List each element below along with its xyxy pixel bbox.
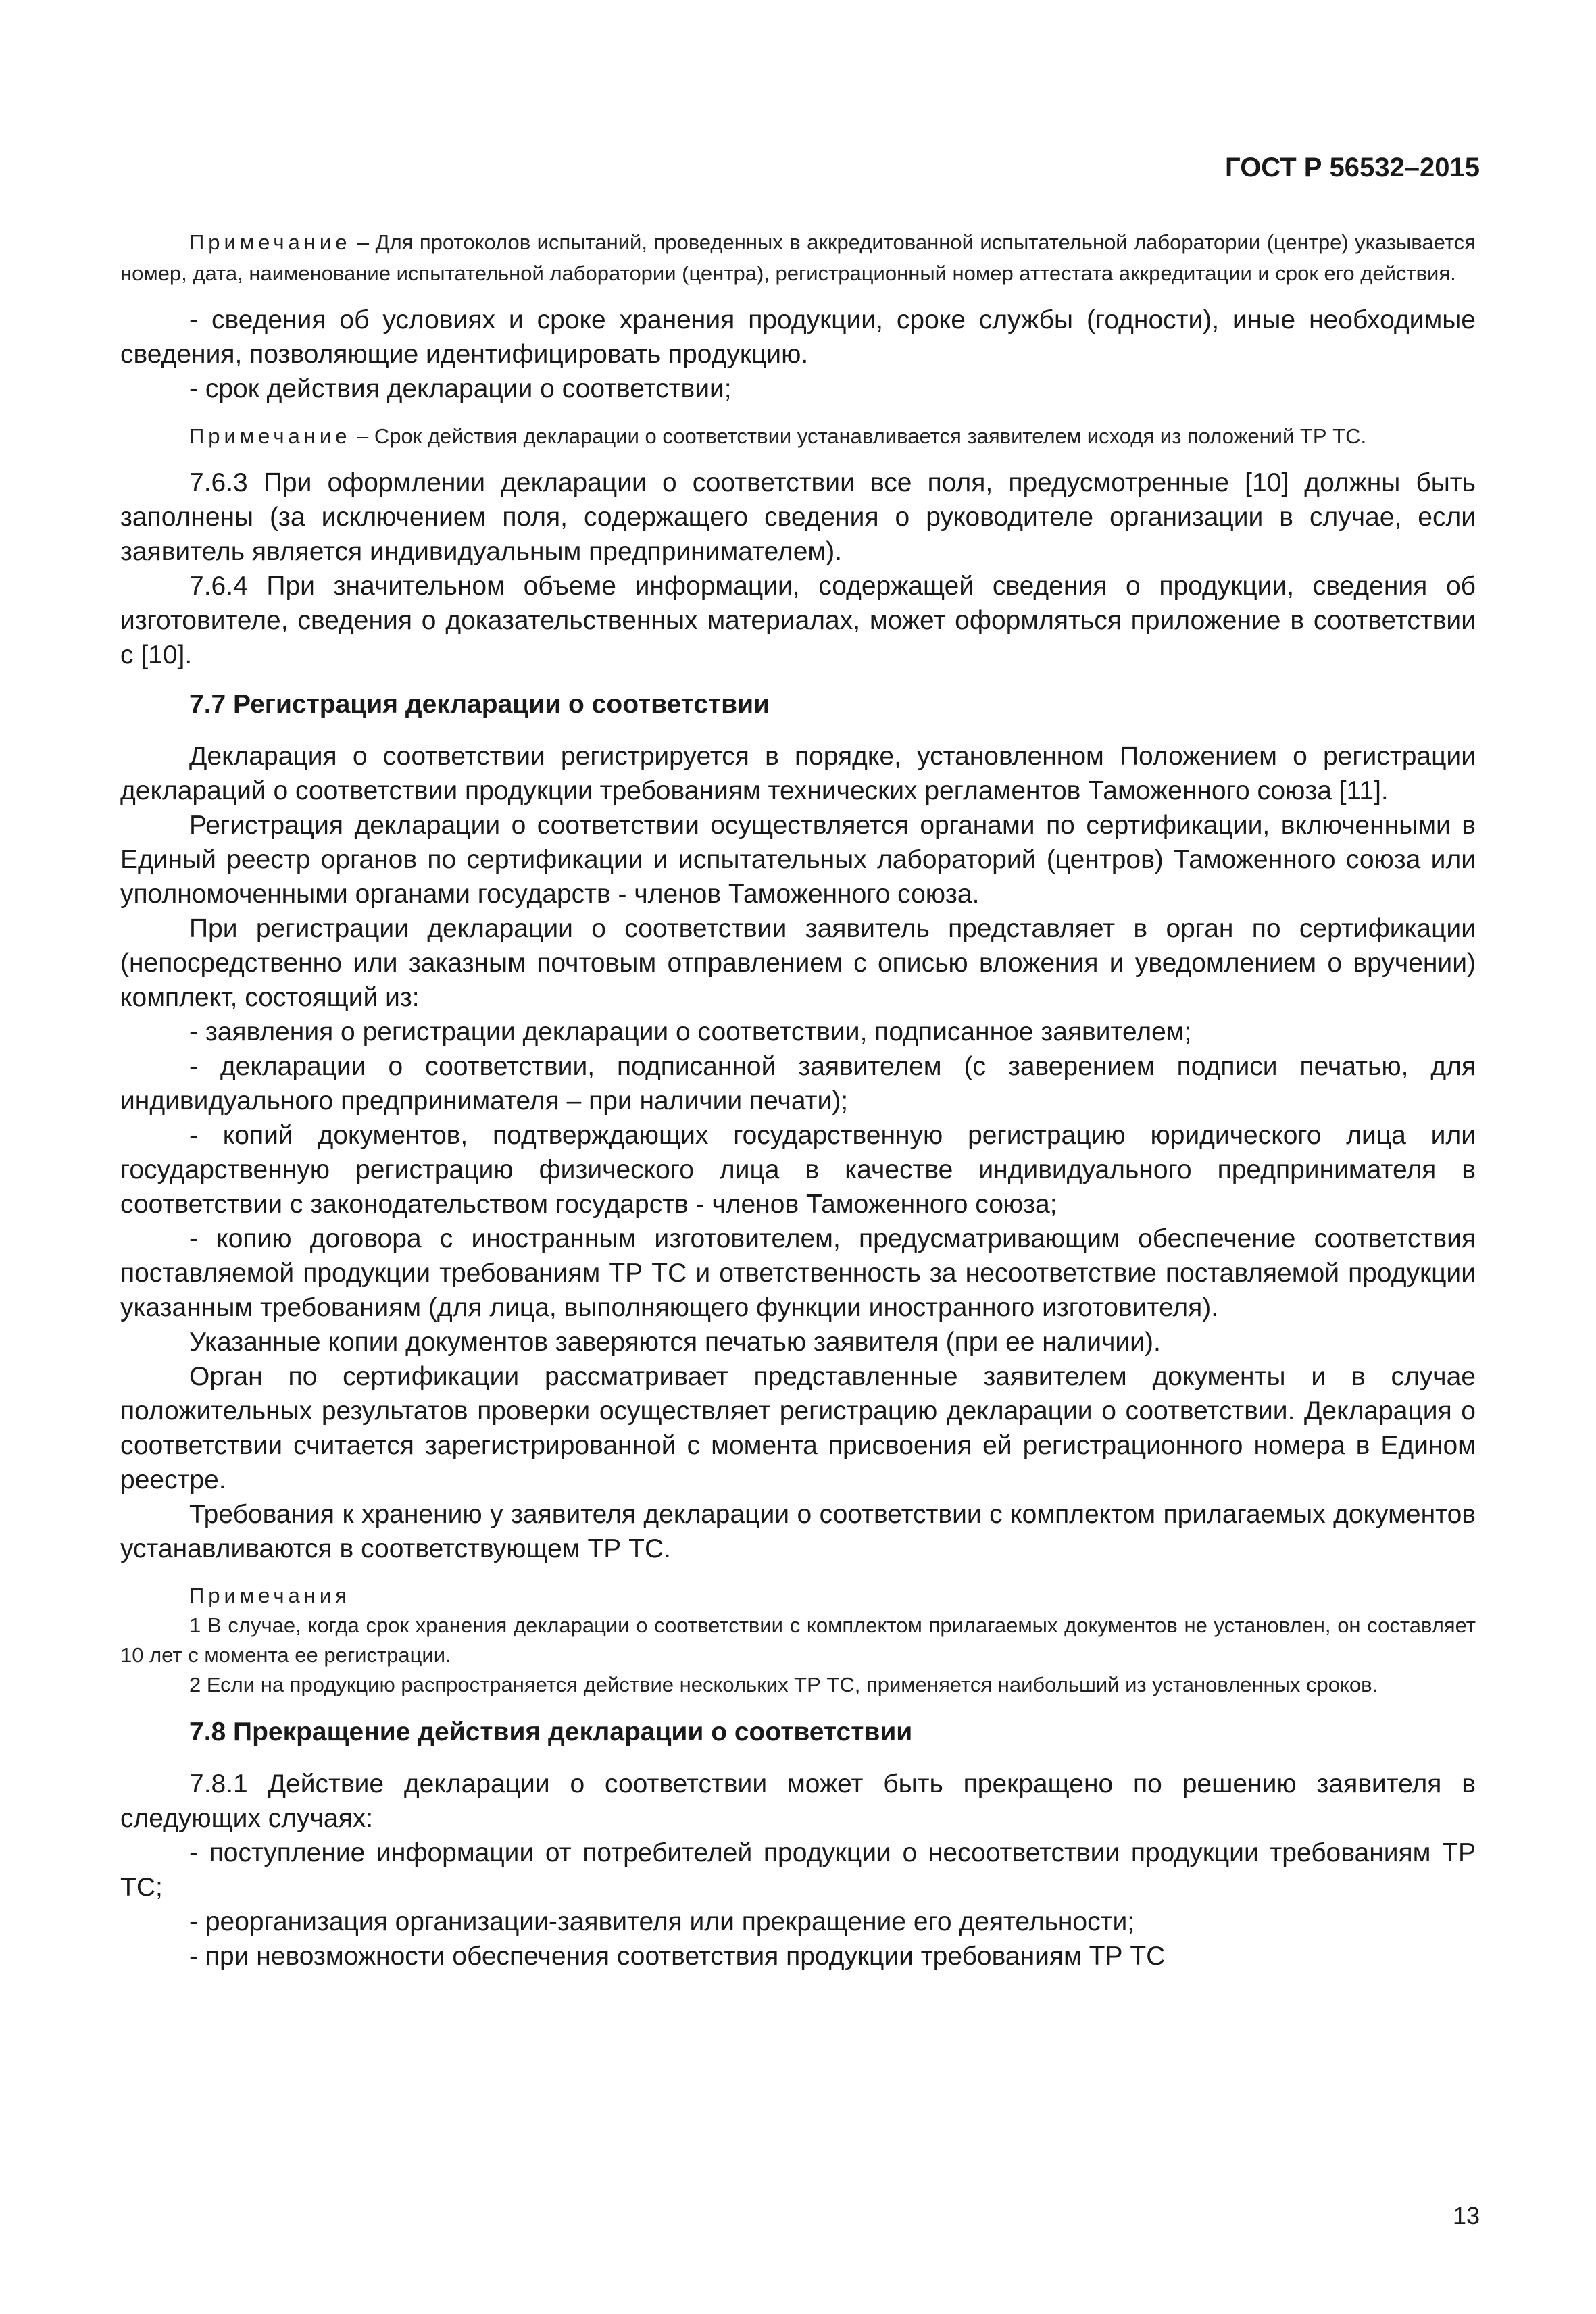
paragraph-body-reviews: Орган по сертификации рассматривает представленные заявителем документы и в случае положительных результатов проверки осуществляет регистрацию декларации о соответствии. Декларация о соответствии считается зарегистрированной с момента присвоения ей регистрационного номера в Едином реестре. (120, 1362, 1476, 1494)
note-item-2: 2 Если на продукцию распространяется действие нескольких ТР ТС, применяется наибольший из установленных сроков. (189, 1673, 1378, 1696)
note-text: – Срок действия декларации о соответствии устанавливается заявителем исходя из положений ТР ТС. (351, 424, 1367, 448)
page-number: 13 (1452, 2202, 1480, 2230)
list-item-contract-copy: - копию договора с иностранным изготовителем, предусматривающим обеспечение соответствия поставляемой продукции требованиям ТР ТС и ответственность за несоответствие поставляемой продукции указанным требованиям (для лица, выполняющего функции иностранного изготовителя). (120, 1224, 1476, 1322)
note-validity (120, 421, 1476, 452)
list-item-declaration: - декларации о соответствии, подписанной заявителем (с заверением подписи печатью, для индивидуального предпринимателя – при наличии печати); (120, 1052, 1476, 1115)
list-item-application: - заявления о регистрации декларации о соответствии, подписанное заявителем; (189, 1017, 1192, 1047)
paragraph-storage-info: - сведения об условиях и сроке хранения продукции, сроке службы (годности), иные необходимые сведения, позволяющие идентифицировать продукцию. (120, 305, 1476, 369)
list-item-impossibility: - при невозможности обеспечения соответствия продукции требованиям ТР ТС (189, 1942, 1166, 1971)
paragraph-registration-order: Декларация о соответствии регистрируется в порядке, установленном Положением о регистрации деклараций о соответствии продукции требованиям технических регламентов Таможенного союза [11]. (120, 742, 1476, 805)
note-item-1: 1 В случае, когда срок хранения декларации о соответствии с комплектом прилагаемых документов не установлен, он составляет 10 лет с момента ее регистрации. (120, 1613, 1476, 1667)
paragraph-copies-certified: Указанные копии документов заверяются печатью заявителя (при ее наличии). (189, 1328, 1161, 1357)
list-item-reorganization: - реорганизация организации-заявителя или прекращение его деятельности; (189, 1907, 1135, 1936)
section-heading-7-7: 7.7 Регистрация декларации о соответствии (189, 690, 770, 719)
document-body (120, 227, 1476, 1973)
note-label: Примечание (189, 424, 351, 448)
paragraph-storage-requirements: Требования к хранению у заявителя декларации о соответствии с комплектом прилагаемых документов устанавливаются в соответствующем ТР ТС. (120, 1500, 1476, 1563)
section-heading-7-8: 7.8 Прекращение действия декларации о соответствии (189, 1717, 913, 1746)
list-item-registration-copies: - копий документов, подтверждающих государственную регистрацию юридического лица или государственную регистрацию физического лица в качестве индивидуального предпринимателя в соответствии с законодательством государств - членов Таможенного союза; (120, 1121, 1476, 1219)
paragraph-validity-period: - срок действия декларации о соответствии; (189, 374, 732, 403)
notes-heading: Примечания (189, 1584, 351, 1607)
paragraph-7-6-4: 7.6.4 При значительном объеме информации, содержащей сведения о продукции, сведения об изготовителе, сведения о доказательственных материалах, может оформляться приложение в соответствии с [10]. (120, 572, 1476, 670)
list-item-consumer-info: - поступление информации от потребителей продукции о несоответствии продукции требованиям ТР ТС; (120, 1838, 1476, 1902)
paragraph-7-6-3: 7.6.3 При оформлении декларации о соответствии все поля, предусмотренные [10] должны быть заполнены (за исключением поля, содержащего сведения о руководителе организации в случае, если заявитель является индивидуальным предпринимателем). (120, 468, 1476, 566)
paragraph-registration-bodies: Регистрация декларации о соответствии осуществляется органами по сертификации, включенными в Единый реестр органов по сертификации и испытательных лабораторий (центров) Таможенного союза или уполномоченными органами государств - членов Таможенного союза. (120, 811, 1476, 909)
document-code-header: ГОСТ Р 56532–2015 (1225, 153, 1480, 182)
paragraph-applicant-submits: При регистрации декларации о соответствии заявитель представляет в орган по сертификации (непосредственно или заказным почтовым отправлением с описью вложения и уведомлением о вручении) комплект, состоящий из: (120, 914, 1476, 1012)
paragraph-7-8-1: 7.8.1 Действие декларации о соответствии может быть прекращено по решению заявителя в следующих случаях: (120, 1769, 1476, 1833)
note-label: Примечание (189, 230, 351, 254)
note-text: – Для протоколов испытаний, проведенных в аккредитованной испытательной лаборатории (центре) указывается номер, дата, наименование испытательной лаборатории (центра), регистрационный номер аттестата аккредитации и срок его действия. (120, 230, 1476, 285)
note-test-reports (120, 227, 1476, 289)
